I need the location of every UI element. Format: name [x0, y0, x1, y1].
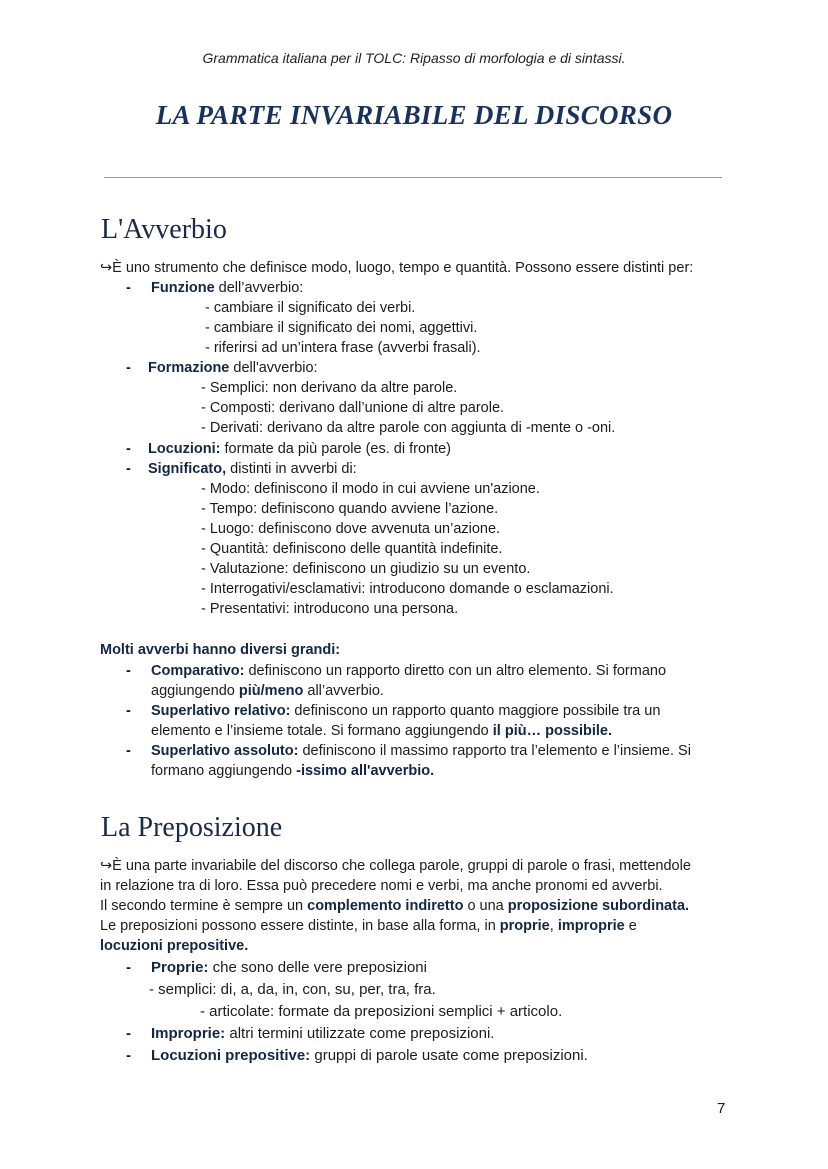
bullet-dash: -: [126, 360, 131, 376]
bullet-dash: -: [126, 1047, 131, 1064]
sub-item: - Semplici: non derivano da altre parole.: [201, 380, 458, 396]
term: Superlativo relativo:: [151, 703, 291, 719]
bullet-funzione: [151, 278, 303, 298]
term: Proprie:: [151, 959, 209, 976]
bullet-locuzioni-prepositive: [151, 1046, 588, 1066]
term: più/meno: [238, 683, 304, 699]
bullet-dash: -: [126, 461, 131, 477]
sub-item: - semplici: di, a, da, in, con, su, per, tra, fra.: [149, 981, 436, 998]
sub-item: - Interrogativi/esclamativi: introducono domande o esclamazioni.: [201, 581, 614, 597]
bullet-superlativo-assoluto: [151, 741, 691, 761]
sub-item: - Valutazione: definiscono un giudizio su un evento.: [201, 561, 531, 577]
bullet-dash: -: [126, 1025, 131, 1042]
term: Funzione: [151, 280, 215, 296]
avverbio-intro: ↪È uno strumento che definisce modo, luogo, tempo e quantità. Possono essere distinti per:: [100, 260, 694, 276]
sub-item: - Composti: derivano dall’unione di altre parole.: [201, 400, 505, 416]
text: all’avverbio.: [303, 683, 384, 699]
text: ,: [549, 918, 558, 934]
text: aggiungendo: [151, 683, 239, 699]
bullet-dash: -: [126, 663, 131, 679]
sub-item: - cambiare il significato dei verbi.: [205, 300, 416, 316]
text: elemento e l’insieme totale. Si formano aggiungendo: [151, 723, 493, 739]
bullet-comparativo-cont: [151, 681, 384, 701]
text: distinti in avverbi di:: [226, 461, 357, 477]
bullet-comparativo: [151, 661, 666, 681]
text: o una: [463, 898, 508, 914]
bullet-superlativo-assoluto-cont: [151, 761, 434, 781]
title-divider: [104, 177, 722, 178]
text: definiscono un rapporto quanto maggiore possibile tra un: [290, 703, 661, 719]
sub-item: - Quantità: definiscono delle quantità indefinite.: [201, 541, 503, 557]
page-title: LA PARTE INVARIABILE DEL DISCORSO: [155, 100, 673, 130]
bullet-dash: -: [126, 703, 131, 719]
sub-item: - Tempo: definiscono quando avviene l’azione.: [201, 501, 499, 517]
term: proposizione subordinata.: [507, 898, 690, 914]
term: Comparativo:: [151, 663, 245, 679]
term: Formazione: [148, 360, 230, 376]
text: dell’avverbio:: [214, 280, 304, 296]
bullet-formazione: [148, 358, 318, 378]
text: e: [624, 918, 637, 934]
term: complemento indiretto: [307, 898, 464, 914]
bullet-locuzioni: [148, 439, 451, 459]
term: -issimo all'avverbio.: [296, 763, 435, 779]
preposizione-para-line: [100, 916, 637, 936]
bullet-dash: -: [126, 959, 131, 976]
term: Improprie:: [151, 1025, 226, 1042]
term: proprie: [499, 918, 550, 934]
preposizione-para-line: in relazione tra di loro. Essa può precedere nomi e verbi, ma anche pronomi ed avverbi.: [100, 878, 663, 894]
sub-item: - Derivati: derivano da altre parole con aggiunta di -mente o -oni.: [201, 420, 616, 436]
section-heading-preposizione: La Preposizione: [101, 812, 283, 843]
text: altri termini utilizzate come preposizioni.: [225, 1025, 495, 1042]
text: definiscono il massimo rapporto tra l’elemento e l’insieme. Si: [298, 743, 691, 759]
term: Locuzioni:: [148, 441, 221, 457]
sub-item: - Presentativi: introducono una persona.: [201, 601, 459, 617]
sub-item: - Luogo: definiscono dove avvenuta un’azione.: [201, 521, 501, 537]
sub-item: - cambiare il significato dei nomi, aggettivi.: [205, 320, 478, 336]
text: definiscono un rapporto diretto con un altro elemento. Si formano: [244, 663, 667, 679]
gradi-heading: Molti avverbi hanno diversi grandi:: [100, 642, 341, 658]
bullet-improprie: [151, 1024, 494, 1044]
section-heading-avverbio: L'Avverbio: [101, 214, 227, 245]
text: Le preposizioni possono essere distinte, in base alla forma, in: [100, 918, 500, 934]
text: dell'avverbio:: [229, 360, 318, 376]
term: Significato,: [148, 461, 227, 477]
preposizione-para-line: locuzioni prepositive.: [100, 938, 249, 954]
term: improprie: [557, 918, 625, 934]
text: che sono delle vere preposizioni: [208, 959, 427, 976]
term: il più… possibile.: [492, 723, 613, 739]
text: gruppi di parole usate come preposizioni.: [310, 1047, 588, 1064]
bullet-significato: [148, 459, 357, 479]
term: Locuzioni prepositive:: [151, 1047, 311, 1064]
text: Il secondo termine è sempre un: [100, 898, 308, 914]
sub-item: - Modo: definiscono il modo in cui avviene un'azione.: [201, 481, 540, 497]
bullet-proprie: [151, 958, 427, 978]
term: Superlativo assoluto:: [151, 743, 299, 759]
preposizione-para-line: [100, 896, 689, 916]
sub-item: - riferirsi ad un’intera frase (avverbi frasali).: [205, 340, 481, 356]
bullet-dash: -: [126, 743, 131, 759]
text: formate da più parole (es. di fronte): [220, 441, 452, 457]
running-header: Grammatica italiana per il TOLC: Ripasso di morfologia e di sintassi.: [202, 50, 626, 66]
bullet-superlativo-relativo: [151, 701, 660, 721]
text: formano aggiungendo: [151, 763, 297, 779]
preposizione-para-line: ↪È una parte invariabile del discorso che collega parole, gruppi di parole o frasi, mettendole: [100, 858, 691, 874]
sub-item: - articolate: formate da preposizioni semplici + articolo.: [200, 1003, 563, 1020]
bullet-dash: -: [126, 280, 131, 296]
bullet-dash: -: [126, 441, 131, 457]
page-number: 7: [717, 1100, 726, 1117]
bullet-superlativo-relativo-cont: [151, 721, 612, 741]
